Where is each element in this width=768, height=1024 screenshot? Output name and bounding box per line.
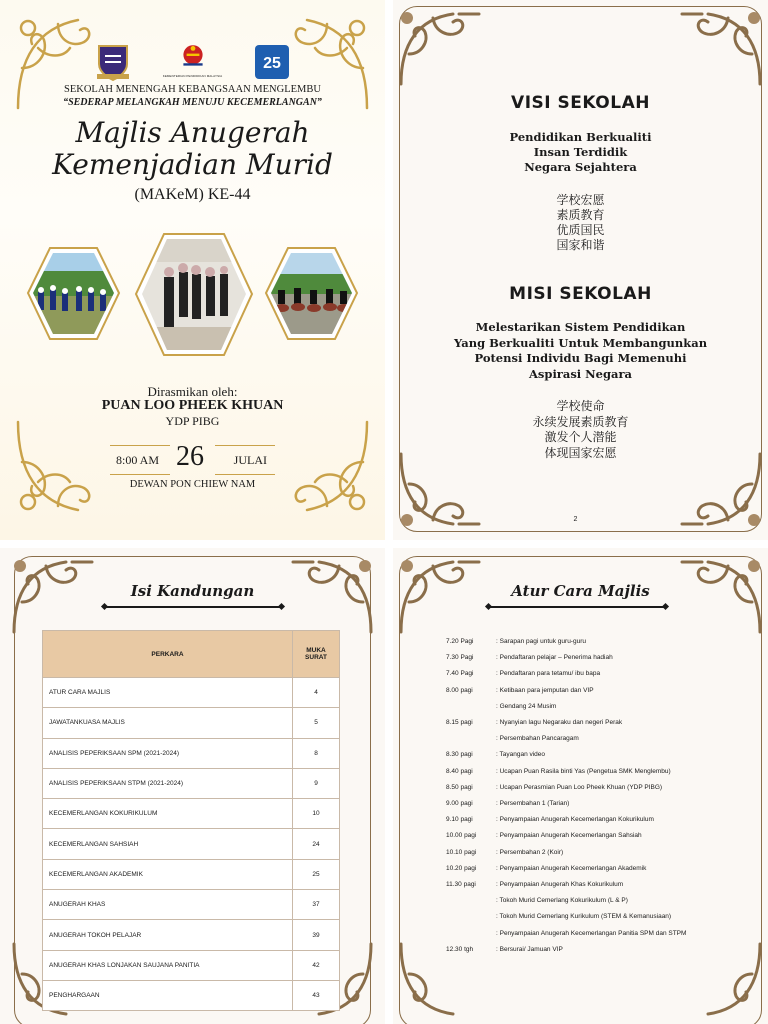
officiated-label: Dirasmikan oleh: [147, 384, 238, 399]
schedule-time: 10.00 pagi [446, 832, 477, 840]
event-subtitle: (MAKeM) KE-44 [134, 186, 251, 203]
toc-row [43, 738, 340, 768]
event-month: JULAI [233, 453, 267, 467]
schedule-row [446, 930, 746, 942]
event-day: 26 [176, 441, 204, 472]
toc-item: KECEMERLANGAN SAHSIAH [43, 829, 293, 859]
toc-page-number: 9 [293, 768, 340, 798]
toc-table [42, 630, 340, 1011]
toc-item: JAWATANKUASA MAJLIS [43, 708, 293, 738]
toc-page-number: 10 [293, 799, 340, 829]
cover-page [0, 0, 385, 540]
toc-row [43, 829, 340, 859]
vision-chinese-line: 学校宏愿 [556, 193, 605, 207]
toc-page-number: 8 [293, 738, 340, 768]
school-name: SEKOLAH MENENGAH KEBANGSAAN MENGLEMBU [64, 84, 321, 95]
school-25-logo [252, 42, 292, 82]
toc-item: PENGHARGAAN [43, 980, 293, 1010]
schedule-activity: : Pendaftaran para tetamu/ ibu bapa [496, 670, 601, 678]
page-number: 2 [573, 516, 578, 523]
toc-item: KECEMERLANGAN AKADEMIK [43, 859, 293, 889]
mission-chinese-line: 学校使命 [556, 399, 605, 413]
mission-chinese-line: 激发个人潜能 [544, 430, 617, 444]
vision-chinese-line: 国家和谐 [556, 238, 605, 252]
schedule-activity: : Persembahan Pancaragam [496, 735, 579, 743]
schedule-activity: : Bersurai/ Jamuan VIP [496, 945, 563, 953]
schedule-activity: : Sarapan pagi untuk guru-guru [496, 638, 586, 645]
school-motto: “SEDERAP MELANGKAH MENUJU KECEMERLANGAN” [63, 97, 322, 108]
officiator-role: YDP PIBG [165, 414, 220, 428]
schedule-row [446, 719, 746, 731]
schedule-time: 11.30 pagi [446, 881, 476, 888]
schedule-activity: : Persembahan 2 (Koir) [496, 848, 564, 856]
schedule-activity: : Penyampaian Anugerah Kecemerlangan Kokurikulum [496, 816, 654, 824]
schedule-row [446, 638, 746, 650]
toc-header-page-line1: MUKA [306, 647, 326, 654]
toc-item: ATUR CARA MAJLIS [43, 678, 293, 708]
mission-line: Aspirasi Negara [529, 367, 632, 381]
toc-page-number: 25 [293, 859, 340, 889]
toc-row [43, 980, 340, 1010]
toc-item: ANALISIS PEPERIKSAAN SPM (2021-2024) [43, 738, 293, 768]
mission-line: Yang Berkualiti Untuk Membangunkan [453, 336, 708, 350]
mission-line: Potensi Individu Bagi Memenuhi [474, 351, 687, 365]
schedule-time: 12.30 tgh [446, 945, 474, 953]
schedule-row [446, 687, 746, 699]
toc-item: ANUGERAH TOKOH PELAJAR [43, 920, 293, 950]
schedule-page [393, 548, 768, 1024]
title-divider [104, 606, 282, 608]
schedule-time: 8.15 pagi [446, 719, 473, 726]
photo-marching-band [26, 246, 121, 341]
ministry-logo-caption: KEMENTERIAN PENDIDIKAN MALAYSIA [162, 74, 223, 78]
schedule-activity: : Penyampaian Anugerah Kecemerlangan Sahsiah [496, 832, 642, 840]
schedule-time: 9.00 pagi [446, 800, 473, 807]
mission-chinese-line: 永续发展素质教育 [532, 415, 629, 429]
schedule-row [446, 816, 746, 828]
schedule-time: 8.40 pagi [446, 767, 473, 775]
toc-page-number: 4 [293, 678, 340, 708]
schedule-activity: : Ucapan Perasmian Puan Loo Pheek Khuan (YDP PIBG) [496, 783, 663, 791]
schedule-row [446, 832, 746, 844]
ministry-logo [163, 42, 223, 82]
vision-line: Pendidikan Berkualiti [509, 130, 652, 144]
schedule-row [446, 751, 746, 763]
table-of-contents-page [0, 548, 385, 1024]
title-divider [488, 606, 666, 608]
toc-row [43, 950, 340, 980]
schedule-time: 8.50 pagi [446, 783, 473, 791]
mission-line: Melestarikan Sistem Pendidikan [475, 320, 686, 334]
toc-title: Isi Kandungan [130, 582, 255, 600]
schedule-activity: : Penyampaian Anugerah Kecemerlangan Panitia SPM dan STPM [496, 929, 687, 937]
event-venue: DEWAN PON CHIEW NAM [129, 479, 256, 490]
schedule-row [446, 946, 746, 958]
event-date-bar [110, 441, 275, 475]
schedule-row [446, 913, 746, 925]
toc-item: KECEMERLANGAN KOKURIKULUM [43, 799, 293, 829]
toc-page-number: 37 [293, 890, 340, 920]
schedule-activity: : Tokoh Murid Cemerlang Kurikulum (STEM & Kemanusiaan) [496, 913, 672, 921]
toc-item: ANUGERAH KHAS [43, 890, 293, 920]
vision-line: Negara Sejahtera [524, 160, 637, 174]
schedule-time: 10.10 pagi [446, 848, 477, 856]
schedule-time: 7.30 Pagi [446, 654, 474, 662]
schedule-title: Atur Cara Majlis [511, 582, 650, 600]
schedule-row [446, 881, 746, 893]
schedule-time: 8.30 pagi [446, 751, 473, 759]
toc-row [43, 859, 340, 889]
schedule-activity: : Tayangan video [496, 751, 546, 759]
logo-row [0, 42, 385, 82]
school-crest-logo [93, 42, 133, 82]
photo-row [0, 232, 385, 362]
ministry-crest-logo [173, 42, 213, 74]
schedule-row [446, 670, 746, 682]
schedule-row [446, 865, 746, 877]
toc-page-number: 5 [293, 708, 340, 738]
toc-page-number: 42 [293, 950, 340, 980]
toc-row [43, 768, 340, 798]
schedule-activity: : Gendang 24 Musim [496, 702, 557, 710]
vision-mission-page [393, 0, 768, 540]
toc-header-page [293, 631, 340, 678]
toc-row [43, 678, 340, 708]
event-title-line2: Kemenjadian Murid [52, 148, 333, 181]
schedule-activity: : Penyampaian Anugerah Kecemerlangan Akademik [496, 864, 647, 872]
toc-body [43, 678, 340, 1011]
schedule-row [446, 800, 746, 812]
schedule-row [446, 654, 746, 666]
toc-row [43, 799, 340, 829]
mission-chinese-line: 体现国家宏愿 [544, 446, 617, 460]
toc-item: ANUGERAH KHAS LONJAKAN SAUJANA PANITIA [43, 950, 293, 980]
schedule-activity: : Ucapan Puan Rasila binti Yas (Pengetua SMK Menglembu) [496, 767, 671, 775]
vision-line: Insan Terdidik [533, 145, 628, 159]
schedule-time: 8.00 pagi [446, 686, 473, 694]
schedule-row [446, 784, 746, 796]
photo-ceremony [134, 232, 254, 357]
schedule-activity: : Ketibaan para jemputan dan VIP [496, 686, 594, 694]
vision-title: VISI SEKOLAH [511, 93, 650, 113]
toc-row [43, 920, 340, 950]
photo-drum-troupe [264, 246, 359, 341]
schedule-activity: : Persembahan 1 (Tarian) [496, 800, 570, 807]
schedule-row [446, 897, 746, 909]
toc-header-row [43, 631, 340, 678]
toc-row [43, 890, 340, 920]
event-time: 8:00 AM [116, 453, 160, 467]
schedule-row [446, 735, 746, 747]
schedule-activity: : Pendaftaran pelajar – Penerima hadiah [496, 654, 613, 662]
schedule-row [446, 703, 746, 715]
schedule-activity: : Penyampaian Anugerah Khas Kokurikulum [496, 881, 624, 888]
schedule-row [446, 768, 746, 780]
schedule-time: 10.20 pagi [446, 864, 477, 872]
vision-chinese-line: 素质教育 [556, 208, 605, 222]
schedule-row [446, 849, 746, 861]
schedule-time: 9.10 pagi [446, 816, 473, 824]
officiator-name: PUAN LOO PHEEK KHUAN [101, 398, 284, 413]
logo-25-text: 25 [263, 55, 282, 72]
toc-item: ANALISIS PEPERIKSAAN STPM (2021-2024) [43, 768, 293, 798]
event-title-line1: Majlis Anugerah [75, 116, 310, 149]
corner-ornament-top-right [673, 4, 768, 94]
toc-row [43, 708, 340, 738]
mission-title: MISI SEKOLAH [509, 284, 652, 304]
toc-page-number: 24 [293, 829, 340, 859]
toc-header-page-line2: SURAT [305, 654, 327, 661]
toc-page-number: 39 [293, 920, 340, 950]
toc-header-item: PERKARA [43, 631, 293, 678]
vision-chinese-line: 优质国民 [556, 223, 605, 237]
schedule-time: 7.40 Pagi [446, 670, 474, 678]
schedule-activity: : Nyanyian lagu Negaraku dan negeri Perak [496, 719, 623, 726]
schedule-activity: : Tokoh Murid Cemerlang Kokurikulum (L & P) [496, 897, 628, 905]
schedule-time: 7.20 Pagi [446, 638, 474, 645]
corner-ornament-top-left [393, 4, 488, 94]
toc-page-number: 43 [293, 980, 340, 1010]
